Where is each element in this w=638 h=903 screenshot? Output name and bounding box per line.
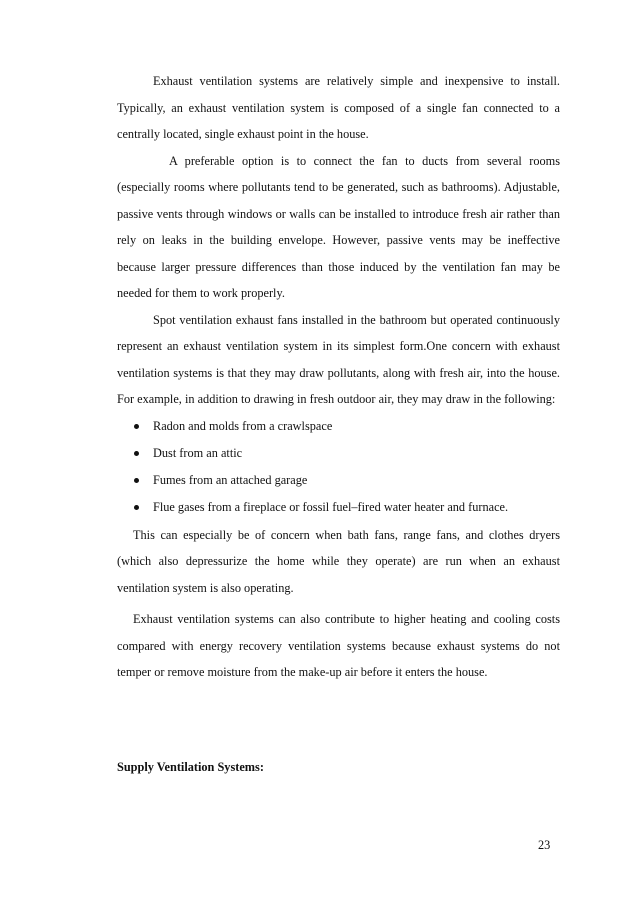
bullet-icon: [134, 451, 139, 456]
list-item-text: Dust from an attic: [153, 445, 243, 460]
list-item: [117, 494, 560, 521]
paragraph-intro: Exhaust ventilation systems are relatively simple and inexpensive to install. Typically, an exhaust ventilation system is composed of a single fan connected to a centrally located, single exhaust point in the house.: [117, 74, 560, 141]
body-text: [117, 68, 560, 686]
paragraph-costs: Exhaust ventilation systems can also contribute to higher heating and cooling costs compared with energy recovery ventilation systems because exhaust systems do not temper or remove moisture from the make-up air before it enters the house.: [117, 612, 560, 680]
page-number: 23: [538, 838, 551, 852]
paragraph-preferable-option: A preferable option is to connect the fan to ducts from several rooms (especially rooms where pollutants tend to be generated, such as bathrooms). Adjustable, passive vents through windows or walls can be installed to introduce fresh air rather than rely on leaks in the building envelope. However, passive vents may be ineffective because larger pressure differences than those induced by the ventilation fan may be needed for them to work properly.: [117, 153, 560, 300]
bullet-icon: [134, 424, 139, 429]
list-item: [117, 440, 560, 467]
section-heading: Supply Ventilation Systems:: [117, 760, 264, 774]
pollutant-list: [117, 413, 560, 522]
list-item: [117, 467, 560, 494]
bullet-icon: [134, 505, 139, 510]
list-item-text: Flue gases from a fireplace or fossil fuel–fired water heater and furnace.: [153, 500, 509, 515]
paragraph-concern: This can especially be of concern when bath fans, range fans, and clothes dryers (which also depressurize the home while they operate) are run when an exhaust ventilation system is also operating.: [117, 527, 560, 595]
list-item-text: Fumes from an attached garage: [153, 473, 308, 488]
bullet-icon: [134, 478, 139, 483]
list-item-text: Radon and molds from a crawlspace: [153, 418, 333, 433]
list-item: [117, 413, 560, 440]
paragraph-spot-ventilation: Spot ventilation exhaust fans installed in the bathroom but operated continuously represent an exhaust ventilation system in its simplest form.One concern with exhaust ventilation systems is that they may draw pollutants, along with fresh air, into the house. For example, in addition to drawing in fresh outdoor air, they may draw in the following:: [117, 312, 560, 406]
